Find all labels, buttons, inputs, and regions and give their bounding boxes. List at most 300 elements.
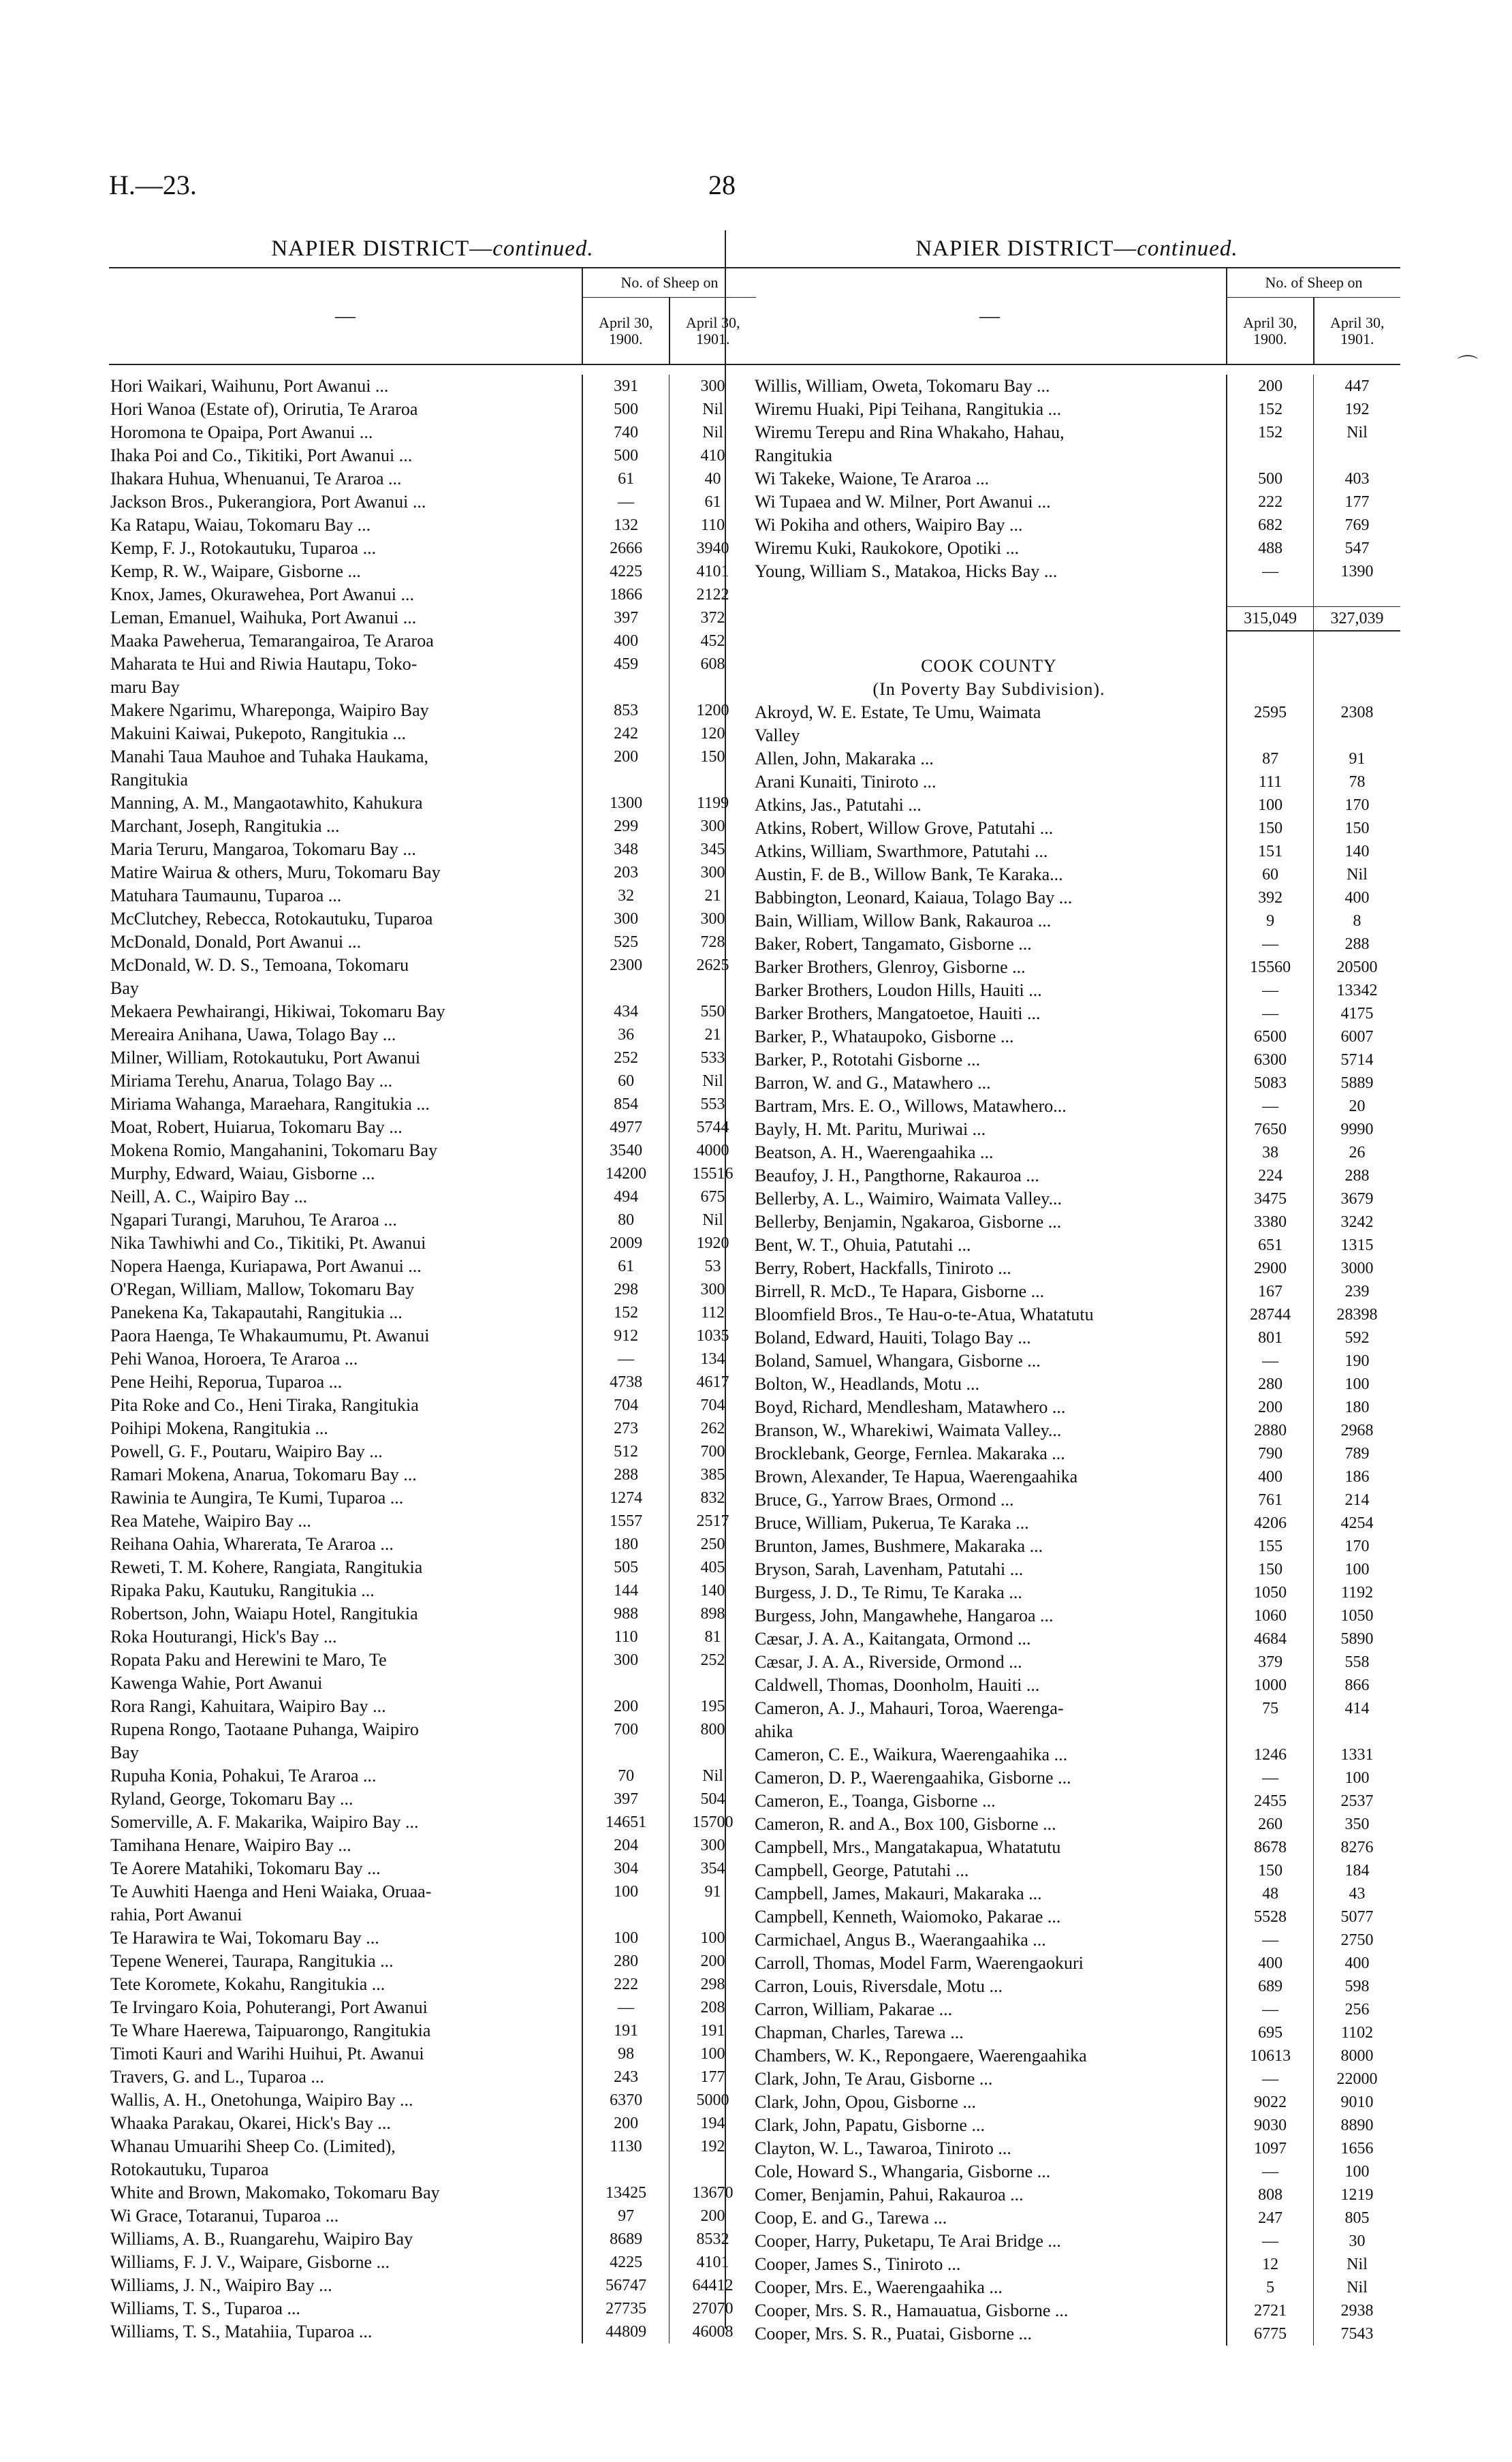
sheep-1900-cell: 808: [1227, 2183, 1313, 2207]
sheep-1901-cell: 3679: [1314, 1187, 1400, 1211]
owner-cell: Burgess, John, Mangawhehe, Hangaroa ...: [755, 1606, 1054, 1625]
sheep-1900-cell: [582, 2158, 669, 2181]
sheep-1901-cell: Nil: [670, 1764, 756, 1788]
owner-cell: Matuhara Taumaunu, Tuparoa ...: [110, 886, 342, 905]
table-row: [109, 1672, 756, 1695]
sheep-1900-cell: [582, 768, 669, 792]
right-header-dash: —: [979, 305, 1001, 327]
sheep-1901-cell: 1199: [670, 792, 756, 815]
sheep-1900-cell: 111: [1227, 770, 1313, 794]
sheep-1900-cell: 155: [1227, 1535, 1313, 1558]
sheep-1901-cell: Nil: [1314, 421, 1400, 444]
sheep-1900-cell: 144: [582, 1579, 669, 1602]
owner-cell: Austin, F. de B., Willow Bank, Te Karaka...: [755, 864, 1063, 884]
table-row: [109, 1255, 756, 1278]
table-row: [753, 1512, 1400, 1535]
sheep-1901-cell: 5000: [670, 2089, 756, 2112]
sheep-1901-cell: 208: [670, 1996, 756, 2019]
table-row: [109, 398, 756, 421]
section-heading-row: [753, 655, 1400, 678]
owner-cell: Reweti, T. M. Kohere, Rangiata, Rangitukia: [110, 1557, 423, 1577]
sheep-1900-cell: —: [582, 1347, 669, 1371]
owner-cell: Barker, P., Whataupoko, Gisborne ...: [755, 1027, 1014, 1046]
table-row: [753, 1025, 1400, 1048]
sheep-1901-cell: 345: [670, 838, 756, 861]
owner-cell: Travers, G. and L., Tuparoa ...: [110, 2067, 324, 2087]
sheep-1901-cell: 1200: [670, 699, 756, 722]
sheep-1900-cell: —: [1227, 560, 1313, 583]
table-row: [753, 2276, 1400, 2299]
owner-cell: Rora Rangi, Kahuitara, Waipiro Bay ...: [110, 1696, 386, 1716]
sheep-1900-cell: —: [1227, 1350, 1313, 1373]
table-row: [109, 1973, 756, 1996]
sheep-1901-cell: 300: [670, 907, 756, 931]
owner-cell: Young, William S., Matakoa, Hicks Bay ...: [755, 561, 1058, 581]
table-row: [753, 840, 1400, 863]
owner-cell: Miriama Terehu, Anarua, Tolago Bay ...: [110, 1071, 393, 1091]
sheep-1901-cell: 140: [670, 1579, 756, 1602]
owner-cell: Beatson, A. H., Waerengaahika ...: [755, 1142, 994, 1162]
sheep-1900-cell: 6500: [1227, 1025, 1313, 1048]
sheep-1901-cell: 239: [1314, 1280, 1400, 1303]
sheep-1901-cell: 7543: [1314, 2322, 1400, 2346]
sheep-1901-cell: 675: [670, 1185, 756, 1209]
owner-cell: Ihakara Huhua, Whenuanui, Te Araroa ...: [110, 469, 402, 488]
sheep-1900-cell: 397: [582, 1788, 669, 1811]
sheep-1900-cell: 300: [582, 1649, 669, 1672]
owner-cell: Brunton, James, Bushmere, Makaraka ...: [755, 1536, 1043, 1556]
owner-cell: Tepene Wenerei, Taurapa, Rangitukia ...: [110, 1951, 394, 1971]
sheep-1901-cell: Nil: [670, 1070, 756, 1093]
table-row: [109, 1185, 756, 1209]
owner-cell: Cameron, R. and A., Box 100, Gisborne ...: [755, 1814, 1056, 1834]
sheep-1901-cell: 300: [670, 815, 756, 838]
owner-cell: Maaka Paweherua, Temarangairoa, Te Araroa: [110, 631, 434, 651]
left-column-header: [109, 267, 756, 365]
owner-cell: Atkins, William, Swarthmore, Patutahi ...: [755, 841, 1048, 861]
right-title-main: NAPIER DISTRICT—: [915, 236, 1137, 261]
sheep-1901-cell: 180: [1314, 1396, 1400, 1419]
owner-cell: Bay: [110, 978, 139, 998]
sheep-1901-cell: [670, 1903, 756, 1927]
sheep-1900-cell: 48: [1227, 1882, 1313, 1905]
table-row: [109, 1950, 756, 1973]
table-row: [753, 1766, 1400, 1790]
right-title-italic: continued.: [1137, 236, 1238, 261]
owner-cell: Kemp, R. W., Waipare, Gisborne ...: [110, 561, 361, 581]
table-row: [109, 2297, 756, 2320]
owner-cell: Clark, John, Te Arau, Gisborne ...: [755, 2069, 993, 2089]
sheep-1901-cell: 1102: [1314, 2021, 1400, 2044]
sheep-1900-cell: 191: [582, 2019, 669, 2042]
table-row: [109, 1602, 756, 1625]
owner-cell: Cameron, C. E., Waikura, Waerengaahika ...: [755, 1745, 1068, 1764]
owner-cell: Bayly, H. Mt. Paritu, Muriwai ...: [755, 1119, 986, 1139]
sheep-1901-cell: 553: [670, 1093, 756, 1116]
owner-cell: Wiremu Huaki, Pipi Teihana, Rangitukia ...: [755, 399, 1062, 419]
table-row: [109, 1533, 756, 1556]
sheep-1901-cell: 300: [670, 861, 756, 884]
table-row: [753, 1998, 1400, 2021]
owner-cell: Bruce, G., Yarrow Braes, Ormond ...: [755, 1490, 1014, 1510]
owner-cell: Williams, F. J. V., Waipare, Gisborne ...: [110, 2252, 390, 2272]
sheep-1900-cell: 3475: [1227, 1187, 1313, 1211]
owner-cell: Willis, William, Oweta, Tokomaru Bay ...: [755, 376, 1050, 396]
owner-cell: Nopera Haenga, Kuriapawa, Port Awanui ...: [110, 1256, 422, 1276]
sheep-1901-cell: 61: [670, 490, 756, 514]
table-row: [753, 933, 1400, 956]
owner-cell: McDonald, W. D. S., Temoana, Tokomaru: [110, 955, 409, 975]
table-row: [109, 2274, 756, 2297]
sheep-1901-cell: 400: [1314, 1952, 1400, 1975]
owner-cell: Branson, W., Wharekiwi, Waimata Valley...: [755, 1420, 1062, 1440]
table-row: [109, 1278, 756, 1301]
sheep-1900-cell: 27735: [582, 2297, 669, 2320]
owner-cell: Maharata te Hui and Riwia Hautapu, Toko-: [110, 654, 418, 674]
table-row: [109, 490, 756, 514]
owner-cell: O'Regan, William, Mallow, Tokomaru Bay: [110, 1279, 415, 1299]
sheep-1901-cell: 170: [1314, 794, 1400, 817]
owner-cell: Bain, William, Willow Bank, Rakauroa ...: [755, 911, 1052, 931]
table-row: [753, 1859, 1400, 1882]
sheep-1901-cell: 170: [1314, 1535, 1400, 1558]
owner-cell: Brown, Alexander, Te Hapua, Waerengaahika: [755, 1467, 1078, 1486]
sheep-1900-cell: 200: [582, 745, 669, 768]
owner-cell: [753, 631, 1227, 655]
owner-cell: Pehi Wanoa, Horoera, Te Araroa ...: [110, 1349, 358, 1369]
table-row: [753, 794, 1400, 817]
owner-cell: Coop, E. and G., Tarewa ...: [755, 2208, 947, 2228]
sheep-1901-cell: 354: [670, 1857, 756, 1880]
table-row: [109, 375, 756, 398]
table-row: [109, 1347, 756, 1371]
owner-cell: Matire Wairua & others, Muru, Tokomaru Bay: [110, 862, 441, 882]
owner-cell: Murphy, Edward, Waiau, Gisborne ...: [110, 1164, 375, 1183]
sheep-1901-cell: 550: [670, 1000, 756, 1023]
table-row: [109, 1834, 756, 1857]
sheep-1900-cell: 4206: [1227, 1512, 1313, 1535]
sheep-1900-cell: 203: [582, 861, 669, 884]
table-row: [109, 699, 756, 722]
sheep-1901-cell: 78: [1314, 770, 1400, 794]
sheep-1900-cell: 200: [1227, 1396, 1313, 1419]
sheep-1901-cell: 191: [670, 2019, 756, 2042]
sheep-1900-cell: 4225: [582, 560, 669, 583]
sheep-1901-cell: 64412: [670, 2274, 756, 2297]
table-row: [109, 1093, 756, 1116]
sheep-1901-cell: Nil: [670, 421, 756, 444]
sheep-1901-cell: 300: [670, 1278, 756, 1301]
table-row: [109, 838, 756, 861]
sheep-1900-cell: 280: [582, 1950, 669, 1973]
table-row: [109, 1209, 756, 1232]
owner-cell: Brocklebank, George, Fernlea. Makaraka ...: [755, 1444, 1065, 1463]
table-row: [753, 421, 1400, 444]
sheep-1901-cell: [1314, 724, 1400, 747]
sheep-1901-cell: 447: [1314, 375, 1400, 398]
sheep-1900-cell: 1000: [1227, 1674, 1313, 1697]
owner-cell: Rupena Rongo, Taotaane Puhanga, Waipiro: [110, 1719, 419, 1739]
sheep-1901-cell: 190: [1314, 1350, 1400, 1373]
table-row: [753, 2253, 1400, 2276]
owner-cell: Marchant, Joseph, Rangitukia ...: [110, 816, 340, 836]
sheep-1900-cell: 13425: [582, 2181, 669, 2204]
table-row: [753, 1975, 1400, 1998]
sheep-1900-cell: 1274: [582, 1486, 669, 1510]
owner-cell: COOK COUNTY: [921, 656, 1057, 676]
owner-cell: Te Aorere Matahiki, Tokomaru Bay ...: [110, 1858, 381, 1878]
sheep-1900-cell: 242: [582, 722, 669, 745]
sheep-1901-cell: 46008: [670, 2320, 756, 2343]
table-row: [109, 1510, 756, 1533]
sheep-1900-cell: 36: [582, 1023, 669, 1046]
sheep-1901-cell: 298: [670, 1973, 756, 1996]
owner-cell: Carron, Louis, Riversdale, Motu ...: [755, 1976, 1003, 1996]
sheep-1901-cell: 177: [1314, 490, 1400, 514]
sheep-1901-cell: 288: [1314, 1164, 1400, 1187]
sheep-1901-cell: 21: [670, 1023, 756, 1046]
sheep-1900-cell: 695: [1227, 2021, 1313, 2044]
sheep-1900-cell: 500: [1227, 467, 1313, 490]
owner-cell: Cooper, Mrs. E., Waerengaahika ...: [755, 2277, 1003, 2297]
sheep-1901-cell: 1315: [1314, 1234, 1400, 1257]
owner-cell: Robertson, John, Waiapu Hotel, Rangitukia: [110, 1604, 418, 1623]
table-row: [753, 2183, 1400, 2207]
table-row: [109, 1070, 756, 1093]
sheep-1901-cell: 15700: [670, 1811, 756, 1834]
sheep-1900-cell: 9022: [1227, 2091, 1313, 2114]
sheep-1900-cell: 1097: [1227, 2137, 1313, 2160]
sheep-1900-cell: 5528: [1227, 1905, 1313, 1929]
owner-cell: Cooper, Mrs. S. R., Puatai, Gisborne ...: [755, 2324, 1032, 2343]
right-column-title: [753, 230, 1400, 267]
sheep-1901-cell: 5714: [1314, 1048, 1400, 1072]
sheep-1900-cell: 38: [1227, 1141, 1313, 1164]
table-row: [753, 1627, 1400, 1651]
sheep-1901-cell: 184: [1314, 1859, 1400, 1882]
sheep-1900-cell: 273: [582, 1417, 669, 1440]
owner-cell: Clayton, W. L., Tawaroa, Tiniroto ...: [755, 2138, 1011, 2158]
sheep-1900-cell: [1227, 583, 1313, 607]
sheep-1901-cell: 28398: [1314, 1303, 1400, 1326]
sheep-1901-cell: 4254: [1314, 1512, 1400, 1535]
sheep-1901-cell: 2750: [1314, 1929, 1400, 1952]
sheep-1901-cell: 134: [670, 1347, 756, 1371]
table-row: [753, 1489, 1400, 1512]
left-title-main: NAPIER DISTRICT—: [271, 236, 493, 261]
sheep-1900-cell: 2721: [1227, 2299, 1313, 2322]
sheep-1900-cell: 9030: [1227, 2114, 1313, 2137]
sheep-1900-cell: 397: [582, 606, 669, 629]
owner-cell: Te Irvingaro Koia, Pohuterangi, Port Awanui: [110, 1997, 428, 2017]
table-row: [109, 1625, 756, 1649]
table-row: [753, 770, 1400, 794]
sheep-1901-cell: 27070: [670, 2297, 756, 2320]
owner-cell: Bellerby, Benjamin, Ngakaroa, Gisborne ...: [755, 1212, 1062, 1232]
sheep-1900-cell: 100: [1227, 794, 1313, 817]
sheep-1900-cell: —: [1227, 2230, 1313, 2253]
sheep-1901-cell: 805: [1314, 2207, 1400, 2230]
sheep-1901-cell: 769: [1314, 514, 1400, 537]
owner-cell: Ihaka Poi and Co., Tikitiki, Port Awanui ...: [110, 446, 413, 465]
owner-cell: Poihipi Mokena, Rangitukia ...: [110, 1418, 328, 1438]
table-row: [753, 1813, 1400, 1836]
owner-cell: Rotokautuku, Tuparoa: [110, 2160, 269, 2179]
table-row: [753, 1465, 1400, 1489]
owner-cell: Powell, G. F., Poutaru, Waipiro Bay ...: [110, 1442, 383, 1461]
table-row: [753, 1350, 1400, 1373]
owner-cell: Wi Tupaea and W. Milner, Port Awanui ...: [755, 492, 1051, 512]
sheep-1901-cell: 43: [1314, 1882, 1400, 1905]
owner-cell: Bay: [110, 1743, 139, 1762]
table-row: [753, 1535, 1400, 1558]
sheep-1900-cell: [582, 1672, 669, 1695]
table-row: [753, 514, 1400, 537]
sheep-1901-cell: [670, 1672, 756, 1695]
owner-cell: Cooper, Mrs. S. R., Hamauatua, Gisborne ...: [755, 2301, 1069, 2320]
sheep-1901-cell: 452: [670, 629, 756, 653]
sheep-1901-cell: 3000: [1314, 1257, 1400, 1280]
sheep-1900-cell: 6300: [1227, 1048, 1313, 1072]
sheep-1901-cell: 4000: [670, 1139, 756, 1162]
left-header-dash: —: [335, 305, 356, 327]
owner-cell: Bruce, William, Pukerua, Te Karaka ...: [755, 1513, 1029, 1533]
sheep-1901-cell: Nil: [1314, 2276, 1400, 2299]
sheep-1900-cell: 1866: [582, 583, 669, 606]
sheep-1900-cell: 260: [1227, 1813, 1313, 1836]
sheep-1901-cell: 13670: [670, 2181, 756, 2204]
sheep-1900-cell: 9: [1227, 909, 1313, 933]
sheep-1901-cell: 8000: [1314, 2044, 1400, 2068]
table-row: [109, 2112, 756, 2135]
sheep-1901-cell: 832: [670, 1486, 756, 1510]
sheep-1900-cell: 32: [582, 884, 669, 907]
owner-cell: Campbell, Mrs., Mangatakapua, Whatatutu: [755, 1837, 1061, 1857]
owner-cell: Cameron, E., Toanga, Gisborne ...: [755, 1791, 996, 1811]
sheep-1901-cell: 22000: [1314, 2068, 1400, 2091]
sheep-1901-cell: 533: [670, 1046, 756, 1070]
sheep-1900-cell: 1130: [582, 2135, 669, 2158]
sheep-1900-cell: 525: [582, 931, 669, 954]
owner-cell: Boland, Edward, Hauiti, Tolago Bay ...: [755, 1328, 1031, 1347]
sheep-1901-cell: 30: [1314, 2230, 1400, 2253]
sheep-1901-cell: 1050: [1314, 1604, 1400, 1627]
sheep-1901-cell: 256: [1314, 1998, 1400, 2021]
sheep-1901-cell: 2537: [1314, 1790, 1400, 1813]
sheep-1901-cell: 1192: [1314, 1581, 1400, 1604]
owner-cell: Rangitukia: [755, 446, 833, 465]
owner-cell: (In Poverty Bay Subdivision).: [872, 679, 1105, 699]
sheep-1900-cell: 280: [1227, 1373, 1313, 1396]
sheep-1900-cell: 5083: [1227, 1072, 1313, 1095]
margin-mark: ⌒: [1458, 355, 1478, 377]
table-row: [753, 1674, 1400, 1697]
sheep-1900-cell: 1246: [1227, 1743, 1313, 1766]
table-row: [109, 2019, 756, 2042]
sheep-1901-cell: 100: [670, 1927, 756, 1950]
owner-cell: Boland, Samuel, Whangara, Gisborne ...: [755, 1351, 1041, 1371]
sheep-1900-cell: 8678: [1227, 1836, 1313, 1859]
table-row: [109, 2320, 756, 2343]
owner-cell: Panekena Ka, Takapautahi, Rangitukia ...: [110, 1303, 403, 1322]
sheep-1900-cell: 98: [582, 2042, 669, 2066]
table-row: [753, 2044, 1400, 2068]
owner-cell: Ripaka Paku, Kautuku, Rangitukia ...: [110, 1580, 375, 1600]
sheep-1900-cell: —: [1227, 1929, 1313, 1952]
sheep-1900-cell: 682: [1227, 514, 1313, 537]
sheep-1900-cell: 15560: [1227, 956, 1313, 979]
table-row: [109, 792, 756, 815]
sheep-1900-cell: —: [1227, 979, 1313, 1002]
sheep-1900-cell: [1227, 724, 1313, 747]
table-row: [753, 1303, 1400, 1326]
sheep-1900-cell: 1557: [582, 1510, 669, 1533]
table-row: [109, 2042, 756, 2066]
sheep-1901-cell: 200: [670, 2204, 756, 2228]
sheep-1901-cell: 414: [1314, 1697, 1400, 1720]
owner-cell: Kemp, F. J., Rotokautuku, Tuparoa ...: [110, 538, 377, 558]
owner-cell: Berry, Robert, Hackfalls, Tiniroto ...: [755, 1258, 1011, 1278]
left-header-col2: April 30, 1901.: [670, 298, 756, 365]
sheep-1901-cell: 53: [670, 1255, 756, 1278]
right-sheep-table: [753, 375, 1400, 2346]
table-row: [109, 514, 756, 537]
sheep-1900-cell: 988: [582, 1602, 669, 1625]
sheep-1900-cell: 14651: [582, 1811, 669, 1834]
owner-cell: Makere Ngarimu, Whareponga, Waipiro Bay: [110, 700, 429, 720]
table-row: [109, 2181, 756, 2204]
table-row: [109, 2228, 756, 2251]
table-row: [109, 1139, 756, 1162]
sheep-1900-cell: 14200: [582, 1162, 669, 1185]
sheep-1901-cell: Nil: [670, 1209, 756, 1232]
owner-cell: Rea Matehe, Waipiro Bay ...: [110, 1511, 311, 1531]
sheep-1901-cell: Nil: [670, 398, 756, 421]
sheep-1900-cell: 150: [1227, 817, 1313, 840]
sheep-1901-cell: 8276: [1314, 1836, 1400, 1859]
sheep-1901-cell: 5890: [1314, 1627, 1400, 1651]
sheep-1901-cell: 558: [1314, 1651, 1400, 1674]
sheep-1900-cell: 651: [1227, 1234, 1313, 1257]
sheep-1900-cell: 132: [582, 514, 669, 537]
table-row: [109, 1116, 756, 1139]
owner-cell: Boyd, Richard, Mendlesham, Matawhero ...: [755, 1397, 1066, 1417]
sheep-1901-cell: 9990: [1314, 1118, 1400, 1141]
table-row: [109, 2251, 756, 2274]
table-row: [109, 884, 756, 907]
sheep-1901-cell: [670, 977, 756, 1000]
owner-cell: Te Auwhiti Haenga and Heni Waiaka, Oruaa-: [110, 1882, 432, 1901]
owner-cell: Ryland, George, Tokomaru Bay ...: [110, 1789, 353, 1809]
sheep-1901-cell: [1314, 1720, 1400, 1743]
sheep-1901-cell: 8532: [670, 2228, 756, 2251]
sheep-1901-cell: 1035: [670, 1324, 756, 1347]
page-number: 28: [708, 170, 736, 200]
owner-cell: Barker Brothers, Mangatoetoe, Hauiti ...: [755, 1003, 1041, 1023]
table-row: [753, 1882, 1400, 1905]
table-row: [753, 583, 1400, 607]
owner-cell: Williams, T. S., Matahiia, Tuparoa ...: [110, 2322, 373, 2341]
owner-cell: Carmichael, Angus B., Waerangaahika ...: [755, 1930, 1046, 1950]
sheep-1901-cell: 195: [670, 1695, 756, 1718]
owner-cell: Chambers, W. K., Repongaere, Waerengaahika: [755, 2046, 1087, 2066]
sheep-1900-cell: 222: [1227, 490, 1313, 514]
table-row: [109, 421, 756, 444]
table-row: [109, 977, 756, 1000]
sheep-1901-cell: 403: [1314, 467, 1400, 490]
sheep-1900-cell: 704: [582, 1394, 669, 1417]
sheep-1900-cell: 61: [582, 467, 669, 490]
